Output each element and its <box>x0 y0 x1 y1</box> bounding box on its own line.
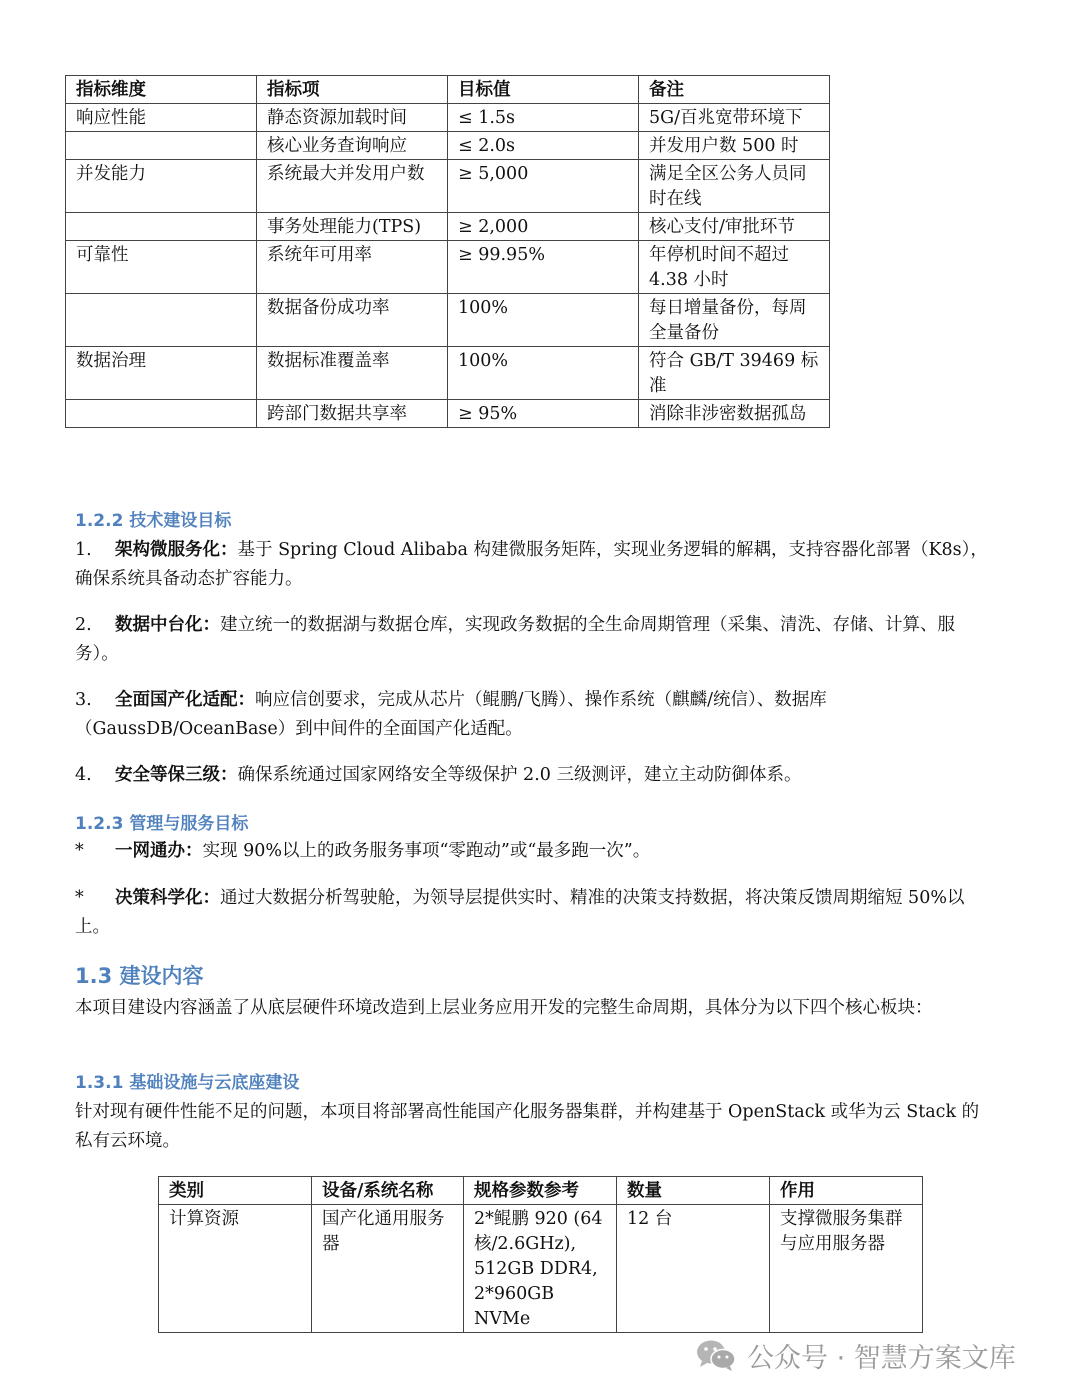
metrics-header-cell: 指标维度 <box>66 76 257 104</box>
item-cell: 数据备份成功率 <box>257 294 448 347</box>
section-heading: 1.3 建设内容 <box>75 964 204 988</box>
note-cell: 每日增量备份，每周全量备份 <box>639 294 830 347</box>
dimension-cell <box>66 132 257 160</box>
item-cell: 数据标准覆盖率 <box>257 347 448 400</box>
item-cell: 系统年可用率 <box>257 241 448 294</box>
table-row <box>66 347 830 400</box>
bullet-item <box>75 837 990 866</box>
target-cell: ≤ 1.5s <box>448 104 639 132</box>
bullet-marker: * <box>75 888 84 908</box>
item-cell: 静态资源加载时间 <box>257 104 448 132</box>
spec-cell: 2*鲲鹏 920 (64 核/2.6GHz), 512GB DDR4, 2*960GB NVMe <box>464 1205 617 1333</box>
hardware-header-cell: 作用 <box>770 1177 923 1205</box>
paragraph: 本项目建设内容涵盖了从底层硬件环境改造到上层业务应用开发的完整生命周期，具体分为以下四个核心板块： <box>75 998 933 1018</box>
list-item <box>75 536 990 594</box>
list-item-text: 基于 Spring Cloud Alibaba 构建微服务矩阵，实现业务逻辑的解耦，支持容器化部署（K8s），确保系统具备动态扩容能力。 <box>75 540 988 589</box>
target-cell: ≤ 2.0s <box>448 132 639 160</box>
section-heading: 1.2.2 技术建设目标 <box>75 511 232 531</box>
list-item-title: 数据中台化： <box>115 615 220 635</box>
note-cell: 5G/百兆宽带环境下 <box>639 104 830 132</box>
list-item-title: 架构微服务化： <box>115 540 238 560</box>
list-number: 1. <box>75 540 92 560</box>
list-item-text: 确保系统通过国家网络安全等级保护 2.0 三级测评，建立主动防御体系。 <box>237 765 802 785</box>
hardware-header-cell: 类别 <box>159 1177 312 1205</box>
list-item-text: 建立统一的数据湖与数据仓库，实现政务数据的全生命周期管理（采集、清洗、存储、计算、服务）。 <box>75 615 955 664</box>
list-item-title: 安全等保三级： <box>115 765 238 785</box>
table-row <box>66 294 830 347</box>
list-number: 2. <box>75 615 92 635</box>
metrics-table <box>65 75 830 428</box>
hardware-header-row <box>159 1177 923 1205</box>
list-item <box>75 686 990 744</box>
quantity-cell: 12 台 <box>617 1205 770 1333</box>
target-cell: ≥ 95% <box>448 400 639 428</box>
note-cell: 符合 GB/T 39469 标准 <box>639 347 830 400</box>
note-cell: 并发用户数 500 时 <box>639 132 830 160</box>
wechat-icon <box>695 1337 737 1373</box>
section-heading: 1.3.1 基础设施与云底座建设 <box>75 1073 300 1093</box>
table-row <box>159 1205 923 1333</box>
table-row <box>66 213 830 241</box>
dimension-cell: 可靠性 <box>66 241 257 294</box>
table-row <box>66 160 830 213</box>
bullet-item-title: 一网通办： <box>115 841 203 861</box>
target-cell: 100% <box>448 347 639 400</box>
dimension-cell <box>66 294 257 347</box>
table-row <box>66 132 830 160</box>
list-item-title: 全面国产化适配： <box>115 690 255 710</box>
metrics-header-row <box>66 76 830 104</box>
list-item <box>75 611 990 669</box>
target-cell: ≥ 5,000 <box>448 160 639 213</box>
target-cell: ≥ 99.95% <box>448 241 639 294</box>
section-heading: 1.2.3 管理与服务目标 <box>75 814 249 834</box>
dimension-cell: 并发能力 <box>66 160 257 213</box>
target-cell: 100% <box>448 294 639 347</box>
dimension-cell: 响应性能 <box>66 104 257 132</box>
hardware-table <box>158 1176 923 1333</box>
watermark <box>695 1335 1016 1375</box>
item-cell: 事务处理能力(TPS) <box>257 213 448 241</box>
note-cell: 消除非涉密数据孤岛 <box>639 400 830 428</box>
bullet-marker: * <box>75 841 84 861</box>
dimension-cell <box>66 213 257 241</box>
note-cell: 满足全区公务人员同时在线 <box>639 160 830 213</box>
hardware-header-cell: 数量 <box>617 1177 770 1205</box>
dimension-cell: 数据治理 <box>66 347 257 400</box>
note-cell: 核心支付/审批环节 <box>639 213 830 241</box>
bullet-item <box>75 884 990 942</box>
dimension-cell <box>66 400 257 428</box>
metrics-header-cell: 目标值 <box>448 76 639 104</box>
metrics-header-cell: 备注 <box>639 76 830 104</box>
hardware-header-cell: 设备/系统名称 <box>312 1177 464 1205</box>
table-row <box>66 104 830 132</box>
bullet-item-text: 实现 90%以上的政务服务事项“零跑动”或“最多跑一次”。 <box>202 841 651 861</box>
target-cell: ≥ 2,000 <box>448 213 639 241</box>
category-cell: 计算资源 <box>159 1205 312 1333</box>
table-row <box>66 241 830 294</box>
list-item <box>75 761 990 790</box>
item-cell: 核心业务查询响应 <box>257 132 448 160</box>
table-row <box>66 400 830 428</box>
list-number: 4. <box>75 765 92 785</box>
hardware-header-cell: 规格参数参考 <box>464 1177 617 1205</box>
item-cell: 跨部门数据共享率 <box>257 400 448 428</box>
device-name-cell: 国产化通用服务器 <box>312 1205 464 1333</box>
purpose-cell: 支撑微服务集群与应用服务器 <box>770 1205 923 1333</box>
item-cell: 系统最大并发用户数 <box>257 160 448 213</box>
list-item-text: 响应信创要求，完成从芯片（鲲鹏/飞腾）、操作系统（麒麟/统信）、数据库（GaussDB/OceanBase）到中间件的全面国产化适配。 <box>75 690 827 739</box>
note-cell: 年停机时间不超过 4.38 小时 <box>639 241 830 294</box>
list-number: 3. <box>75 690 92 710</box>
watermark-text: 公众号 · 智慧方案文库 <box>747 1342 1016 1374</box>
bullet-item-text: 通过大数据分析驾驶舱，为领导层提供实时、精准的决策支持数据，将决策反馈周期缩短 50%以上。 <box>75 888 965 937</box>
bullet-item-title: 决策科学化： <box>115 888 220 908</box>
metrics-header-cell: 指标项 <box>257 76 448 104</box>
paragraph: 针对现有硬件性能不足的问题，本项目将部署高性能国产化服务器集群，并构建基于 OpenStack 或华为云 Stack 的私有云环境。 <box>75 1102 980 1151</box>
